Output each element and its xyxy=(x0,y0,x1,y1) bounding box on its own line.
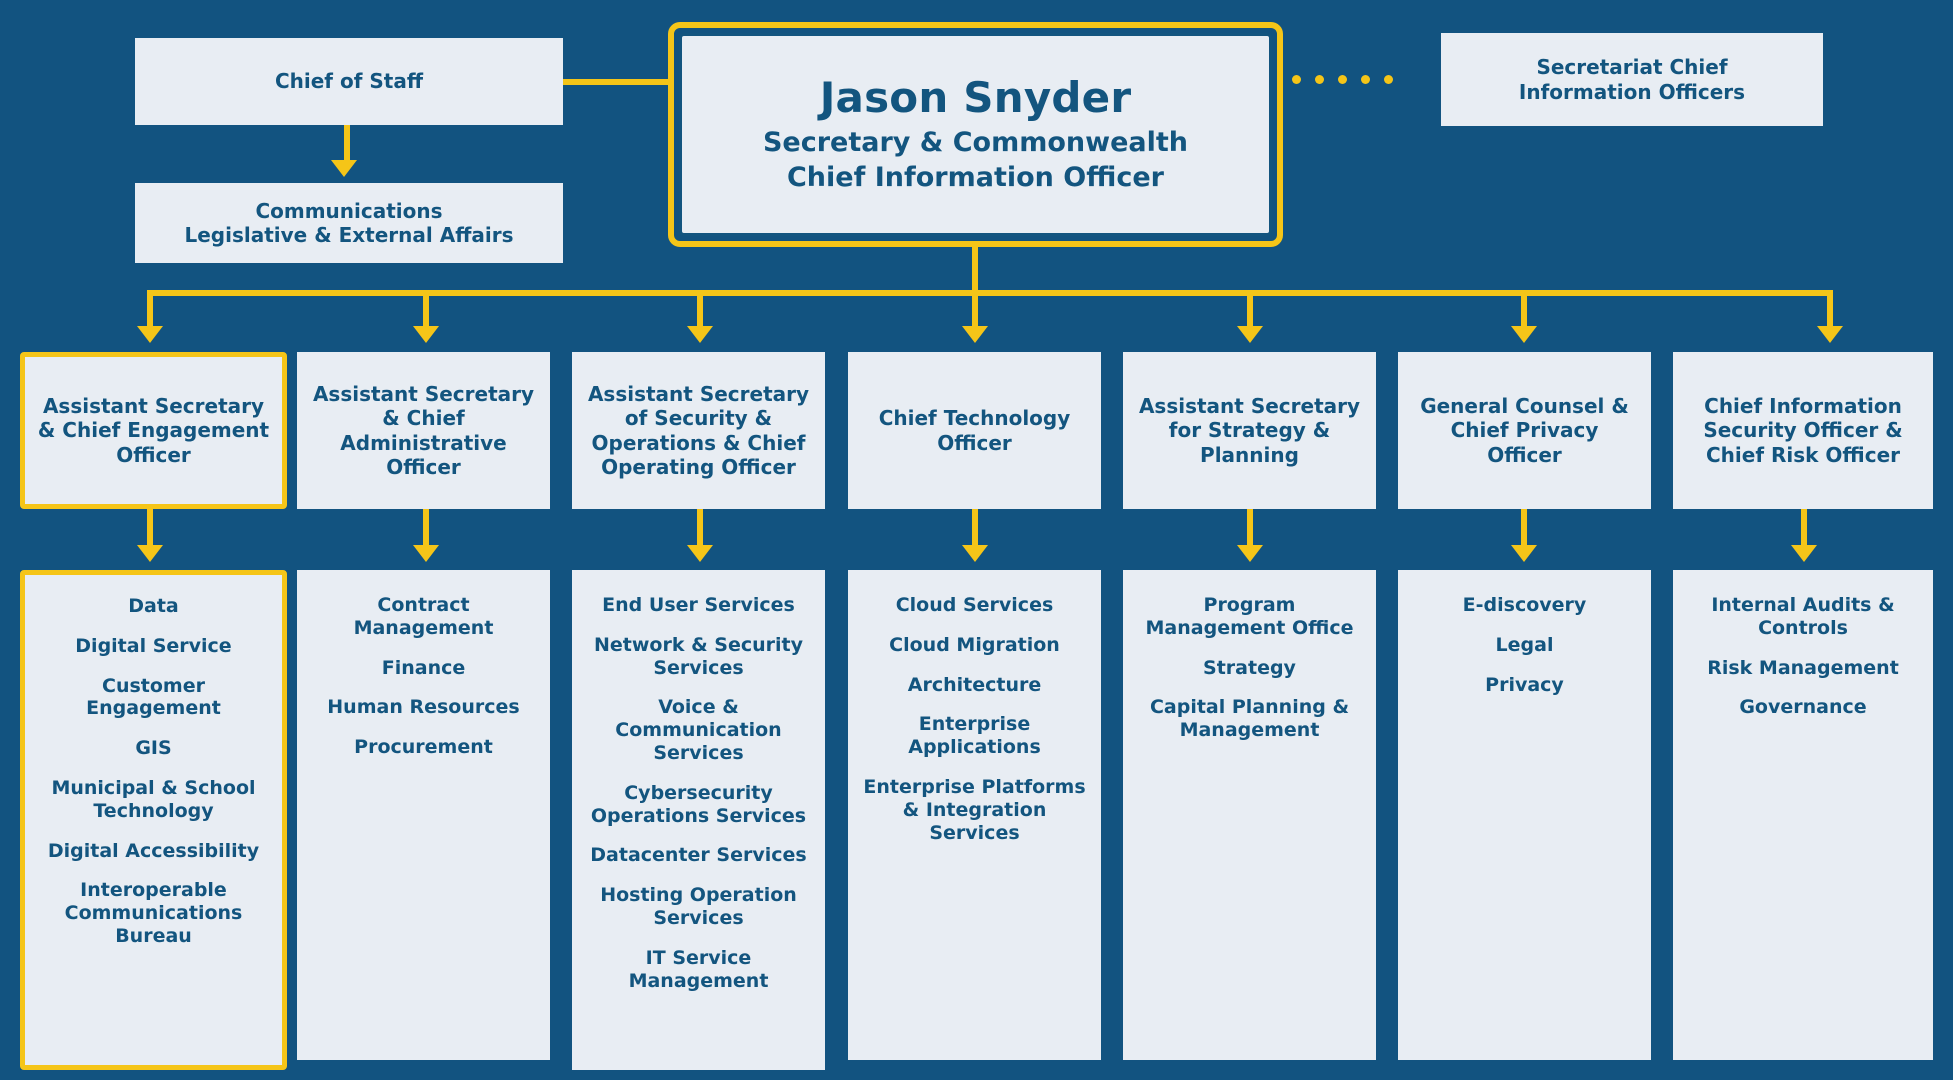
box-sub-5[interactable] xyxy=(1123,570,1376,1060)
head-4-label: Chief Technology Officer xyxy=(878,406,1071,455)
connector-drop-5 xyxy=(1247,290,1253,330)
head-1-label: Assistant Secretary & Chief Engagement Officer xyxy=(37,393,270,467)
root-title xyxy=(763,126,1188,195)
root-name: Jason Snyder xyxy=(819,73,1132,123)
communications-label-line2: Legislative & External Affairs xyxy=(184,223,514,247)
list-item: Enterprise Applications xyxy=(908,713,1041,759)
connector-chief-of-staff-vertical xyxy=(344,125,350,163)
list-item: Cloud Migration xyxy=(889,633,1060,656)
arrow-col1-to-sub xyxy=(137,545,163,562)
list-item: Cloud Services xyxy=(895,594,1054,616)
list-item: Internal Audits & Controls xyxy=(1711,594,1895,639)
box-secretariat-cios[interactable] xyxy=(1441,33,1823,126)
list-item: Data xyxy=(128,595,179,617)
box-head-3[interactable] xyxy=(572,352,825,509)
list-item: Human Resources xyxy=(327,696,520,719)
arrow-to-column-7 xyxy=(1817,326,1843,343)
list-item: Voice & Communication Services xyxy=(615,696,782,764)
list-item: Enterprise Platforms & Integration Services xyxy=(863,775,1086,844)
box-communications[interactable] xyxy=(135,183,563,263)
root-title-line1: Secretary & Commonwealth xyxy=(762,127,1189,159)
list-item: E-discovery xyxy=(1462,594,1587,616)
arrow-chief-of-staff-to-communications xyxy=(331,160,357,177)
list-item: Program Management Office xyxy=(1145,594,1354,639)
list-item: Customer Engagement xyxy=(86,674,221,720)
arrow-col7-to-sub xyxy=(1791,545,1817,562)
arrow-col4-to-sub xyxy=(962,545,988,562)
box-head-2[interactable] xyxy=(297,352,550,509)
connector-drop-2 xyxy=(423,290,429,330)
arrow-to-column-6 xyxy=(1511,326,1537,343)
box-head-1[interactable] xyxy=(20,352,287,509)
connector-col2-to-sub xyxy=(423,509,429,549)
box-sub-6[interactable] xyxy=(1398,570,1651,1060)
head-5-label: Assistant Secretary for Strategy & Planning xyxy=(1138,393,1361,467)
root-inner xyxy=(679,33,1272,236)
list-item: Legal xyxy=(1495,633,1554,656)
list-item: IT Service Management xyxy=(628,946,769,992)
chief-of-staff-label: Chief of Staff xyxy=(274,69,424,94)
arrow-col2-to-sub xyxy=(413,545,439,562)
arrow-col5-to-sub xyxy=(1237,545,1263,562)
list-item: Cybersecurity Operations Services xyxy=(590,781,807,827)
connector-col5-to-sub xyxy=(1247,509,1253,549)
connector-col4-to-sub xyxy=(972,509,978,549)
box-chief-of-staff[interactable] xyxy=(135,38,563,125)
box-head-4[interactable] xyxy=(848,352,1101,509)
list-item: Digital Service xyxy=(75,634,232,657)
list-item: Contract Management xyxy=(353,594,494,639)
connector-drop-6 xyxy=(1521,290,1527,330)
head-6-label: General Counsel & Chief Privacy Officer xyxy=(1420,393,1629,467)
list-item: Procurement xyxy=(354,736,493,759)
head-3-label: Assistant Secretary of Security & Operations & Chief Operating Officer xyxy=(587,381,810,479)
box-head-5[interactable] xyxy=(1123,352,1376,509)
list-item: Finance xyxy=(381,656,466,679)
arrow-to-column-2 xyxy=(413,326,439,343)
connector-horizontal-bus xyxy=(147,290,1833,296)
connector-drop-7 xyxy=(1827,290,1833,330)
list-item: Digital Accessibility xyxy=(47,839,260,862)
root-title-line2: Chief Information Officer xyxy=(786,162,1164,193)
box-head-7[interactable] xyxy=(1673,352,1933,509)
box-head-6[interactable] xyxy=(1398,352,1651,509)
connector-drop-4 xyxy=(972,290,978,330)
communications-label-line1: Communications xyxy=(255,198,443,223)
box-sub-4[interactable] xyxy=(848,570,1101,1060)
arrow-to-column-5 xyxy=(1237,326,1263,343)
list-item: Privacy xyxy=(1485,673,1564,696)
list-item: Interoperable Communications Bureau xyxy=(64,879,243,947)
arrow-to-column-1 xyxy=(137,326,163,343)
head-7-label: Chief Information Security Officer & Chief Risk Officer xyxy=(1703,393,1903,467)
list-item: Network & Security Services xyxy=(594,633,803,679)
list-item: Hosting Operation Services xyxy=(600,884,797,929)
connector-col7-to-sub xyxy=(1801,509,1807,549)
box-sub-7[interactable] xyxy=(1673,570,1933,1060)
list-item: Strategy xyxy=(1203,656,1296,679)
box-sub-2[interactable] xyxy=(297,570,550,1060)
connector-drop-3 xyxy=(697,290,703,330)
connector-drop-1 xyxy=(147,290,153,330)
connector-col3-to-sub xyxy=(697,509,703,549)
arrow-to-column-3 xyxy=(687,326,713,343)
list-item: End User Services xyxy=(602,594,795,616)
connector-root-to-chief-of-staff xyxy=(563,79,671,85)
arrow-to-column-4 xyxy=(962,326,988,343)
secretariat-label-line1: Secretariat Chief xyxy=(1536,55,1728,80)
list-item: Governance xyxy=(1739,696,1867,719)
box-sub-1[interactable] xyxy=(20,570,287,1070)
arrow-col6-to-sub xyxy=(1511,545,1537,562)
list-item: Municipal & School Technology xyxy=(51,776,256,822)
connector-root-trunk xyxy=(972,247,978,290)
list-item: Risk Management xyxy=(1707,656,1899,679)
connector-col1-to-sub xyxy=(147,509,153,549)
list-item: Capital Planning & Management xyxy=(1149,696,1350,742)
head-2-label: Assistant Secretary & Chief Administrative Officer xyxy=(312,381,535,479)
list-item: Architecture xyxy=(907,673,1042,696)
secretariat-label-line2: Information Officers xyxy=(1518,79,1746,104)
box-sub-3[interactable] xyxy=(572,570,825,1070)
connector-col6-to-sub xyxy=(1521,509,1527,549)
list-item: GIS xyxy=(135,737,172,760)
list-item: Datacenter Services xyxy=(590,844,807,867)
box-secretary-root[interactable] xyxy=(668,22,1283,247)
arrow-col3-to-sub xyxy=(687,545,713,562)
connector-root-to-secretariat-dotted xyxy=(1292,75,1393,84)
